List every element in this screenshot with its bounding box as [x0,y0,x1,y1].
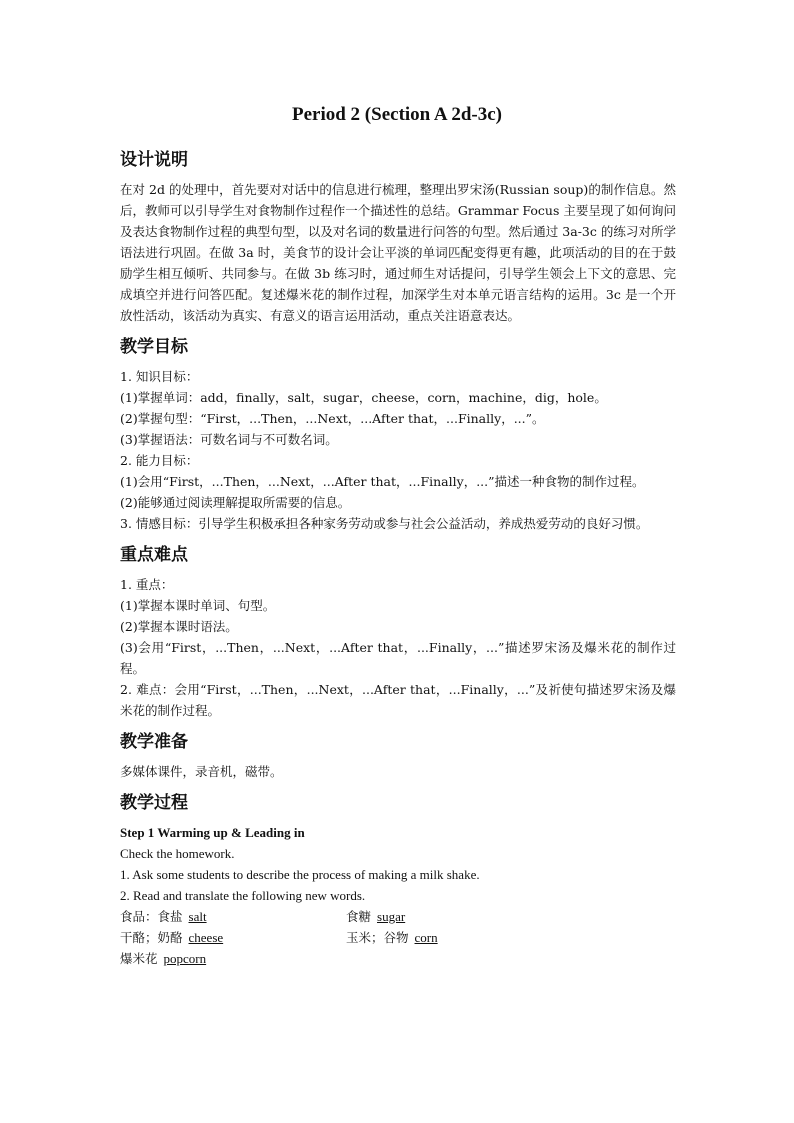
vocab-answer: sugar [377,909,406,924]
objective-line: 1. 知识目标： [120,369,199,384]
keypoint-line: (2)掌握本课时语法。 [120,619,238,634]
vocab-row [120,927,676,948]
vocab-item [346,927,572,948]
process-line: Check the homework. [120,846,235,861]
keypoint-line: 1. 重点： [120,577,174,592]
vocab-chinese: 食糖 [346,909,372,924]
vocab-chinese: 干酪；奶酪 [120,930,183,945]
vocab-item [120,948,346,969]
objective-line: (1)会用“First，...Then，...Next，...After that，...Finally，...”描述一种食物的制作过程。 [120,474,645,489]
section-heading-objectives: 教学目标 [120,337,188,357]
process-line: 2. Read and translate the following new words. [120,888,366,903]
keypoint-line: 2. 难点：会用“First，...Then，...Next，...After that，...Finally，...”及祈使句描述罗宋汤及爆米花的制作过程。 [120,682,676,718]
section-heading-process: 教学过程 [120,793,188,813]
section-heading-preparation: 教学准备 [120,732,188,752]
design-paragraph: 在对 2d 的处理中，首先要对对话中的信息进行梳理，整理出罗宋汤(Russian soup)的制作信息。然后，教师可以引导学生对食物制作过程作一个描述性的总结。Grammar Focus 主要呈现了如何询问及表达食物制作过程的典型句型，以及对名词的数量进行问答的句型。然后通过 3a-3c 的练习对所学语法进行巩固。在做 3a 时，美食节的设计会让平淡的单词匹配变得更有趣，此项活动的目的在于鼓励学生相互倾听、共同参与。在做 3b 练习时，通过师生对话提问，引导学生领会上下文的意思、完成填空并进行问答匹配。复述爆米花的制作过程，加深学生对本单元语言结构的运用。3c 是一个开放性活动，该活动为真实、有意义的语言运用活动，重点关注语意表达。 [120,182,676,323]
section-heading-keypoints: 重点难点 [120,545,188,565]
document-body [120,145,676,969]
process-line: 1. Ask some students to describe the process of making a milk shake. [120,867,480,882]
vocab-answer: salt [188,909,207,924]
section-heading-design: 设计说明 [120,150,188,170]
vocab-row [120,948,676,969]
step-title: Step 1 Warming up & Leading in [120,825,305,840]
objective-line: 3. 情感目标：引导学生积极承担各种家务劳动或参与社会公益活动，养成热爱劳动的良好习惯。 [120,516,649,531]
preparation-text: 多媒体课件，录音机，磁带。 [120,764,283,779]
keypoint-line: (3)会用“First，...Then，...Next，...After that，...Finally，...”描述罗宋汤及爆米花的制作过程。 [120,640,676,676]
vocab-answer: cheese [188,930,224,945]
vocab-chinese: 爆米花 [120,951,158,966]
objective-line: 2. 能力目标： [120,453,199,468]
objective-line: (3)掌握语法：可数名词与不可数名词。 [120,432,338,447]
vocab-item [120,906,346,927]
objective-line: (2)能够通过阅读理解提取所需要的信息。 [120,495,351,510]
vocab-item [346,906,572,927]
page-title: Period 2 (Section A 2d-3c) [291,104,503,125]
keypoint-line: (1)掌握本课时单词、句型。 [120,598,276,613]
vocab-row [120,906,676,927]
vocab-answer: popcorn [163,951,207,966]
vocab-chinese: 玉米；谷物 [346,930,409,945]
vocab-item [120,927,346,948]
vocab-answer: corn [414,930,438,945]
objective-line: (2)掌握句型：“First，...Then，...Next，...After that，...Finally，...”。 [120,411,545,426]
vocab-chinese: 食品：食盐 [120,909,183,924]
objective-line: (1)掌握单词：add，finally，salt，sugar，cheese，corn，machine，dig，hole。 [120,390,607,405]
